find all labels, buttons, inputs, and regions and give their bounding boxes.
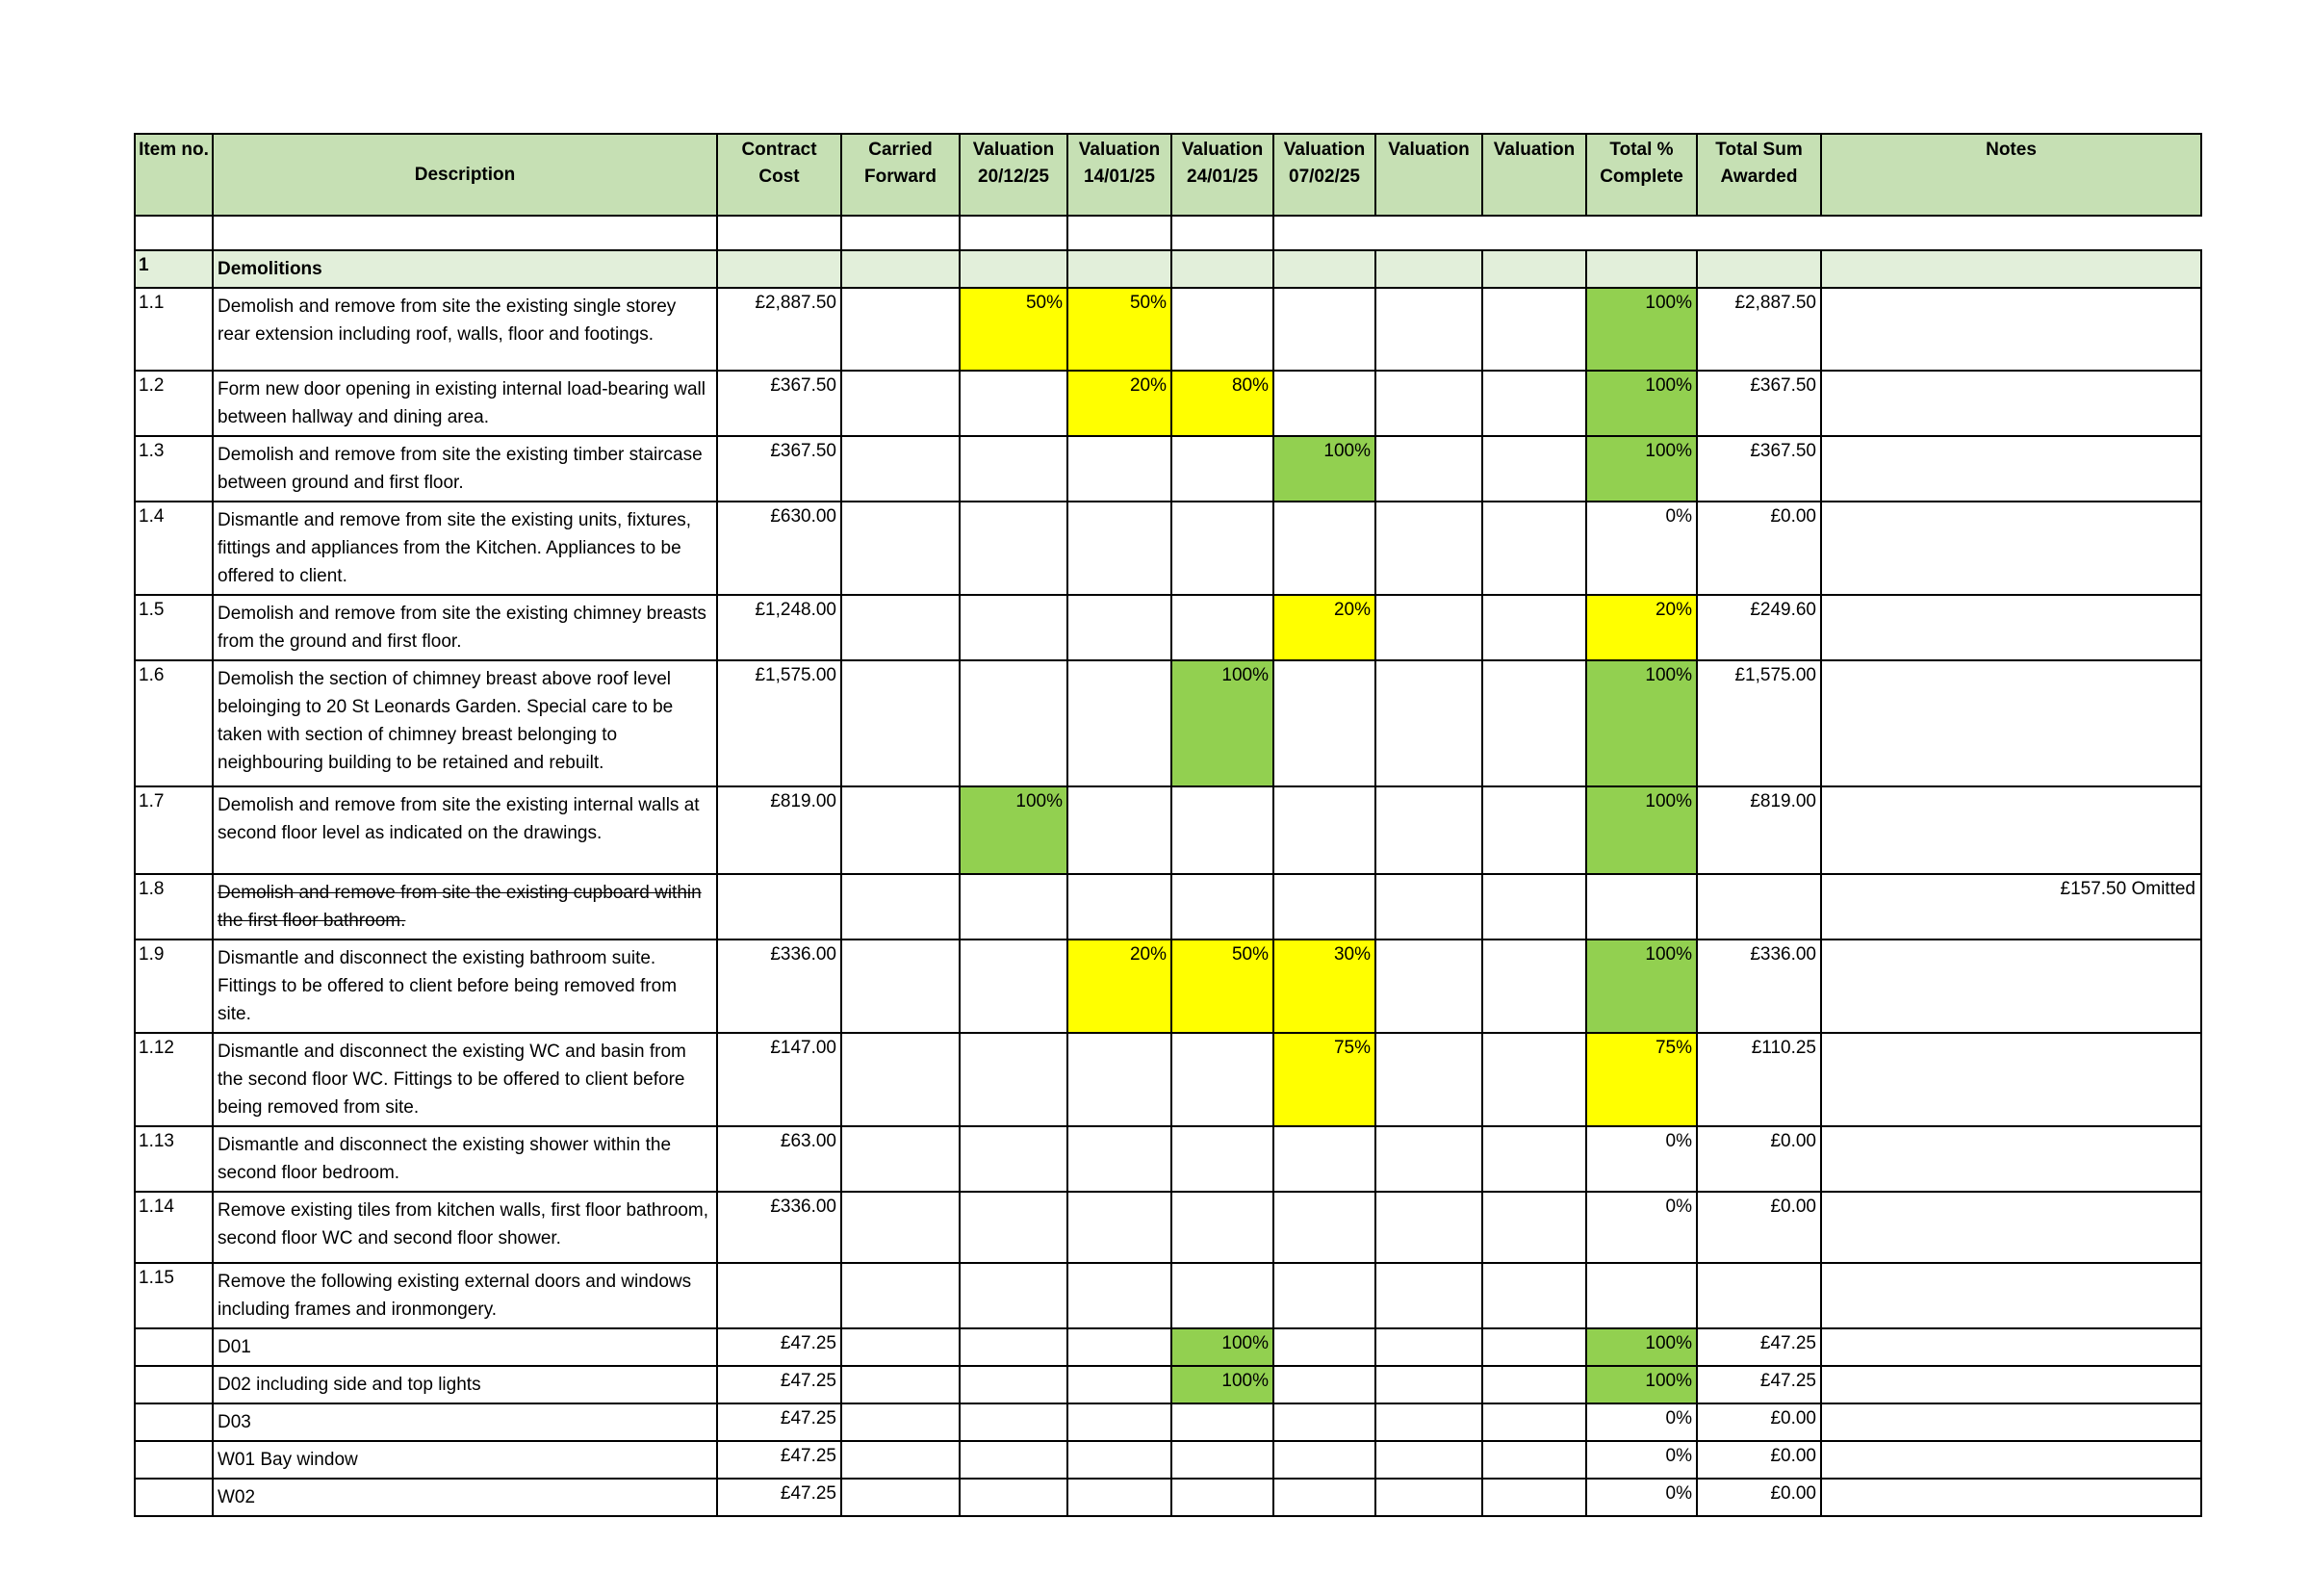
total-percent: 100% — [1586, 288, 1697, 371]
valuation-6 — [1482, 1328, 1586, 1366]
section-cell — [1273, 250, 1375, 288]
table-row — [135, 1328, 2201, 1366]
section-cell — [717, 250, 841, 288]
notes — [1821, 940, 2201, 1033]
valuation-1 — [960, 436, 1067, 502]
valuation-5 — [1375, 1192, 1482, 1263]
contract-cost: £367.50 — [717, 436, 841, 502]
valuation-2 — [1067, 436, 1171, 502]
notes — [1821, 1126, 2201, 1192]
item-description: Remove existing tiles from kitchen walls, first floor bathroom, second floor WC and second floor shower. — [213, 1192, 717, 1263]
total-percent: 20% — [1586, 595, 1697, 660]
valuation-1 — [960, 595, 1067, 660]
table-row — [135, 874, 2201, 940]
valuation-1: 50% — [960, 288, 1067, 371]
valuation-1 — [960, 1479, 1067, 1516]
header-total-sum: Total Sum Awarded — [1697, 134, 1821, 216]
total-sum: £110.25 — [1697, 1033, 1821, 1126]
carried-forward — [841, 1441, 960, 1479]
valuation-6 — [1482, 660, 1586, 786]
table-row — [135, 436, 2201, 502]
total-sum: £819.00 — [1697, 786, 1821, 874]
item-number: 1.14 — [135, 1192, 213, 1263]
carried-forward — [841, 940, 960, 1033]
contract-cost: £336.00 — [717, 1192, 841, 1263]
valuation-4 — [1273, 1479, 1375, 1516]
valuation-3: 80% — [1171, 371, 1273, 436]
total-percent: 0% — [1586, 1479, 1697, 1516]
contract-cost: £47.25 — [717, 1328, 841, 1366]
item-description: W02 — [213, 1479, 717, 1516]
notes — [1821, 1033, 2201, 1126]
valuation-5 — [1375, 595, 1482, 660]
item-description: Demolish and remove from site the existing cupboard within the first floor bathroom. — [213, 874, 717, 940]
header-valuation-4: Valuation 07/02/25 — [1273, 134, 1375, 216]
item-description: D02 including side and top lights — [213, 1366, 717, 1403]
total-sum — [1697, 1263, 1821, 1328]
contract-cost: £63.00 — [717, 1126, 841, 1192]
valuation-5 — [1375, 660, 1482, 786]
item-description: Demolish and remove from site the existing chimney breasts from the ground and first floor. — [213, 595, 717, 660]
valuation-4 — [1273, 1366, 1375, 1403]
total-sum: £2,887.50 — [1697, 288, 1821, 371]
valuation-3 — [1171, 502, 1273, 595]
contract-cost: £47.25 — [717, 1441, 841, 1479]
table-row — [135, 1033, 2201, 1126]
valuation-3 — [1171, 1033, 1273, 1126]
item-description: W01 Bay window — [213, 1441, 717, 1479]
valuation-2 — [1067, 1441, 1171, 1479]
valuation-3 — [1171, 288, 1273, 371]
valuation-5 — [1375, 1263, 1482, 1328]
table-row — [135, 940, 2201, 1033]
item-number: 1.2 — [135, 371, 213, 436]
notes — [1821, 288, 2201, 371]
total-percent: 0% — [1586, 1403, 1697, 1441]
total-percent: 100% — [1586, 660, 1697, 786]
contract-cost: £336.00 — [717, 940, 841, 1033]
header-valuation-6: Valuation — [1482, 134, 1586, 216]
valuation-6 — [1482, 371, 1586, 436]
notes — [1821, 1192, 2201, 1263]
valuation-4 — [1273, 1192, 1375, 1263]
valuation-4 — [1273, 1441, 1375, 1479]
notes — [1821, 436, 2201, 502]
valuation-5 — [1375, 1479, 1482, 1516]
valuation-5 — [1375, 436, 1482, 502]
valuation-4 — [1273, 786, 1375, 874]
item-number: 1.8 — [135, 874, 213, 940]
valuation-5 — [1375, 502, 1482, 595]
carried-forward — [841, 371, 960, 436]
valuation-6 — [1482, 502, 1586, 595]
valuation-2: 20% — [1067, 940, 1171, 1033]
total-sum: £336.00 — [1697, 940, 1821, 1033]
blank-cell — [841, 216, 960, 250]
valuation-3: 100% — [1171, 1328, 1273, 1366]
total-sum: £47.25 — [1697, 1328, 1821, 1366]
notes — [1821, 1263, 2201, 1328]
valuation-2 — [1067, 1328, 1171, 1366]
total-percent: 0% — [1586, 1126, 1697, 1192]
total-percent — [1586, 1263, 1697, 1328]
item-description: Demolish and remove from site the existing timber staircase between ground and first floor. — [213, 436, 717, 502]
contract-cost: £819.00 — [717, 786, 841, 874]
total-sum: £1,575.00 — [1697, 660, 1821, 786]
valuation-3: 50% — [1171, 940, 1273, 1033]
item-number — [135, 1403, 213, 1441]
section-cell — [1375, 250, 1482, 288]
header-valuation-1: Valuation 20/12/25 — [960, 134, 1067, 216]
valuation-2 — [1067, 1192, 1171, 1263]
table-row — [135, 502, 2201, 595]
item-description: Dismantle and disconnect the existing WC and basin from the second floor WC. Fittings to be offered to client before being removed from site. — [213, 1033, 717, 1126]
item-number: 1.3 — [135, 436, 213, 502]
valuation-2 — [1067, 1479, 1171, 1516]
total-percent — [1586, 874, 1697, 940]
valuation-1 — [960, 1192, 1067, 1263]
section-cell — [1171, 250, 1273, 288]
blank-cell — [717, 216, 841, 250]
valuation-4: 30% — [1273, 940, 1375, 1033]
table-row — [135, 1366, 2201, 1403]
notes — [1821, 1479, 2201, 1516]
carried-forward — [841, 502, 960, 595]
table-row — [135, 660, 2201, 786]
header-valuation-2: Valuation 14/01/25 — [1067, 134, 1171, 216]
carried-forward — [841, 1328, 960, 1366]
valuation-2 — [1067, 1263, 1171, 1328]
item-description: Demolish the section of chimney breast above roof level beloinging to 20 St Leonards Garden. Special care to be taken with section of chimney breast belonging to neighbouring building to be retained and rebuilt. — [213, 660, 717, 786]
valuation-1 — [960, 660, 1067, 786]
carried-forward — [841, 288, 960, 371]
table-row — [135, 786, 2201, 874]
total-percent: 0% — [1586, 1192, 1697, 1263]
valuation-1 — [960, 1403, 1067, 1441]
valuation-1 — [960, 502, 1067, 595]
item-description: Demolish and remove from site the existing single storey rear extension including roof, walls, floor and footings. — [213, 288, 717, 371]
section-cell — [841, 250, 960, 288]
total-sum: £47.25 — [1697, 1366, 1821, 1403]
section-cell — [1697, 250, 1821, 288]
table-row — [135, 1192, 2201, 1263]
item-number — [135, 1441, 213, 1479]
valuation-5 — [1375, 1403, 1482, 1441]
valuation-5 — [1375, 1328, 1482, 1366]
valuation-5 — [1375, 1033, 1482, 1126]
blank-cell — [1067, 216, 1171, 250]
valuation-1: 100% — [960, 786, 1067, 874]
valuation-3 — [1171, 595, 1273, 660]
item-number: 1.1 — [135, 288, 213, 371]
valuation-6 — [1482, 288, 1586, 371]
blank-cell — [1171, 216, 1273, 250]
contract-cost: £47.25 — [717, 1403, 841, 1441]
contract-cost: £1,248.00 — [717, 595, 841, 660]
valuation-3 — [1171, 1403, 1273, 1441]
contract-cost: £147.00 — [717, 1033, 841, 1126]
contract-cost: £367.50 — [717, 371, 841, 436]
valuation-5 — [1375, 1441, 1482, 1479]
header-valuation-5: Valuation — [1375, 134, 1482, 216]
valuation-3: 100% — [1171, 1366, 1273, 1403]
header-description: Description — [213, 134, 717, 216]
contract-cost: £2,887.50 — [717, 288, 841, 371]
valuation-5 — [1375, 288, 1482, 371]
valuation-4 — [1273, 1403, 1375, 1441]
table-row — [135, 595, 2201, 660]
item-description: Form new door opening in existing internal load-bearing wall between hallway and dining area. — [213, 371, 717, 436]
item-number: 1.6 — [135, 660, 213, 786]
valuation-6 — [1482, 436, 1586, 502]
header-valuation-3: Valuation 24/01/25 — [1171, 134, 1273, 216]
valuation-1 — [960, 371, 1067, 436]
section-number: 1 — [135, 250, 213, 288]
contract-cost: £630.00 — [717, 502, 841, 595]
valuation-2 — [1067, 1033, 1171, 1126]
item-number: 1.9 — [135, 940, 213, 1033]
header-row — [135, 134, 2201, 216]
valuation-2 — [1067, 1126, 1171, 1192]
notes — [1821, 502, 2201, 595]
total-percent: 100% — [1586, 436, 1697, 502]
valuation-1 — [960, 1328, 1067, 1366]
notes — [1821, 786, 2201, 874]
valuation-2 — [1067, 660, 1171, 786]
header-carried-forward: Carried Forward — [841, 134, 960, 216]
total-sum: £0.00 — [1697, 1126, 1821, 1192]
valuation-6 — [1482, 595, 1586, 660]
total-percent: 100% — [1586, 940, 1697, 1033]
item-description: D03 — [213, 1403, 717, 1441]
notes — [1821, 371, 2201, 436]
valuation-2 — [1067, 1403, 1171, 1441]
blank-cell — [960, 216, 1067, 250]
contract-cost: £47.25 — [717, 1366, 841, 1403]
total-percent: 0% — [1586, 502, 1697, 595]
valuation-2: 50% — [1067, 288, 1171, 371]
item-number — [135, 1479, 213, 1516]
carried-forward — [841, 1033, 960, 1126]
valuation-3 — [1171, 1126, 1273, 1192]
table-row — [135, 1479, 2201, 1516]
notes — [1821, 1441, 2201, 1479]
valuation-4 — [1273, 874, 1375, 940]
carried-forward — [841, 1263, 960, 1328]
item-description: Dismantle and disconnect the existing shower within the second floor bedroom. — [213, 1126, 717, 1192]
valuation-2: 20% — [1067, 371, 1171, 436]
valuation-1 — [960, 940, 1067, 1033]
total-sum: £367.50 — [1697, 436, 1821, 502]
valuation-2 — [1067, 874, 1171, 940]
total-sum: £0.00 — [1697, 1192, 1821, 1263]
valuation-2 — [1067, 595, 1171, 660]
valuation-3 — [1171, 786, 1273, 874]
valuation-5 — [1375, 940, 1482, 1033]
valuation-4: 75% — [1273, 1033, 1375, 1126]
spacer-row — [135, 216, 2201, 250]
valuation-3 — [1171, 874, 1273, 940]
table-row — [135, 1263, 2201, 1328]
carried-forward — [841, 595, 960, 660]
valuation-4 — [1273, 371, 1375, 436]
valuation-1 — [960, 1033, 1067, 1126]
valuation-1 — [960, 1126, 1067, 1192]
carried-forward — [841, 1192, 960, 1263]
valuation-2 — [1067, 786, 1171, 874]
valuation-4 — [1273, 1328, 1375, 1366]
valuation-3 — [1171, 1263, 1273, 1328]
item-number — [135, 1366, 213, 1403]
valuation-6 — [1482, 1479, 1586, 1516]
section-cell — [960, 250, 1067, 288]
valuation-6 — [1482, 1441, 1586, 1479]
valuation-1 — [960, 1366, 1067, 1403]
carried-forward — [841, 1479, 960, 1516]
contract-cost: £1,575.00 — [717, 660, 841, 786]
valuation-6 — [1482, 1403, 1586, 1441]
total-percent: 100% — [1586, 1366, 1697, 1403]
total-sum: £0.00 — [1697, 502, 1821, 595]
blank-cell — [1273, 216, 2201, 250]
valuation-3 — [1171, 1479, 1273, 1516]
section-row — [135, 250, 2201, 288]
valuation-3 — [1171, 1441, 1273, 1479]
total-sum: £367.50 — [1697, 371, 1821, 436]
valuation-3 — [1171, 436, 1273, 502]
valuation-1 — [960, 1263, 1067, 1328]
valuation-4: 20% — [1273, 595, 1375, 660]
valuation-3: 100% — [1171, 660, 1273, 786]
valuation-5 — [1375, 1126, 1482, 1192]
carried-forward — [841, 1126, 960, 1192]
valuation-6 — [1482, 1126, 1586, 1192]
section-cell — [1482, 250, 1586, 288]
section-cell — [1586, 250, 1697, 288]
notes — [1821, 660, 2201, 786]
valuation-3 — [1171, 1192, 1273, 1263]
valuation-6 — [1482, 940, 1586, 1033]
item-description: Demolish and remove from site the existing internal walls at second floor level as indicated on the drawings. — [213, 786, 717, 874]
valuation-2 — [1067, 1366, 1171, 1403]
table-row — [135, 1441, 2201, 1479]
table-row — [135, 288, 2201, 371]
section-cell — [1067, 250, 1171, 288]
carried-forward — [841, 436, 960, 502]
contract-cost — [717, 874, 841, 940]
header-total-percent: Total % Complete — [1586, 134, 1697, 216]
section-title: Demolitions — [213, 250, 717, 288]
header-item-no: Item no. — [135, 134, 213, 216]
contract-cost — [717, 1263, 841, 1328]
total-percent: 100% — [1586, 371, 1697, 436]
item-number: 1.12 — [135, 1033, 213, 1126]
valuation-table — [134, 133, 2202, 1517]
item-description: Dismantle and disconnect the existing bathroom suite. Fittings to be offered to client before being removed from site. — [213, 940, 717, 1033]
valuation-4: 100% — [1273, 436, 1375, 502]
valuation-5 — [1375, 1366, 1482, 1403]
table-row — [135, 1403, 2201, 1441]
notes — [1821, 1403, 2201, 1441]
valuation-5 — [1375, 371, 1482, 436]
total-sum: £249.60 — [1697, 595, 1821, 660]
total-sum: £0.00 — [1697, 1441, 1821, 1479]
valuation-6 — [1482, 1366, 1586, 1403]
table-row — [135, 1126, 2201, 1192]
item-description: D01 — [213, 1328, 717, 1366]
valuation-4 — [1273, 502, 1375, 595]
blank-cell — [213, 216, 717, 250]
valuation-6 — [1482, 1263, 1586, 1328]
carried-forward — [841, 786, 960, 874]
notes — [1821, 595, 2201, 660]
notes — [1821, 1366, 2201, 1403]
item-number — [135, 1328, 213, 1366]
valuation-5 — [1375, 874, 1482, 940]
item-number: 1.5 — [135, 595, 213, 660]
item-number: 1.15 — [135, 1263, 213, 1328]
valuation-4 — [1273, 1263, 1375, 1328]
total-percent: 75% — [1586, 1033, 1697, 1126]
valuation-2 — [1067, 502, 1171, 595]
header-notes: Notes — [1821, 134, 2201, 216]
valuation-6 — [1482, 874, 1586, 940]
total-percent: 100% — [1586, 786, 1697, 874]
item-description: Dismantle and remove from site the existing units, fixtures, fittings and appliances from the Kitchen. Appliances to be offered to client. — [213, 502, 717, 595]
total-percent: 100% — [1586, 1328, 1697, 1366]
valuation-5 — [1375, 786, 1482, 874]
carried-forward — [841, 1366, 960, 1403]
header-contract-cost: Contract Cost — [717, 134, 841, 216]
valuation-4 — [1273, 288, 1375, 371]
valuation-4 — [1273, 1126, 1375, 1192]
valuation-6 — [1482, 786, 1586, 874]
total-percent: 0% — [1586, 1441, 1697, 1479]
item-description: Remove the following existing external doors and windows including frames and ironmongery. — [213, 1263, 717, 1328]
valuation-4 — [1273, 660, 1375, 786]
valuation-1 — [960, 874, 1067, 940]
item-number: 1.7 — [135, 786, 213, 874]
notes: £157.50 Omitted — [1821, 874, 2201, 940]
total-sum: £0.00 — [1697, 1403, 1821, 1441]
carried-forward — [841, 874, 960, 940]
carried-forward — [841, 1403, 960, 1441]
valuation-6 — [1482, 1033, 1586, 1126]
carried-forward — [841, 660, 960, 786]
valuation-6 — [1482, 1192, 1586, 1263]
table-row — [135, 371, 2201, 436]
blank-cell — [135, 216, 213, 250]
total-sum — [1697, 874, 1821, 940]
notes — [1821, 1328, 2201, 1366]
contract-cost: £47.25 — [717, 1479, 841, 1516]
item-number: 1.4 — [135, 502, 213, 595]
section-cell — [1821, 250, 2201, 288]
item-number: 1.13 — [135, 1126, 213, 1192]
total-sum: £0.00 — [1697, 1479, 1821, 1516]
valuation-1 — [960, 1441, 1067, 1479]
